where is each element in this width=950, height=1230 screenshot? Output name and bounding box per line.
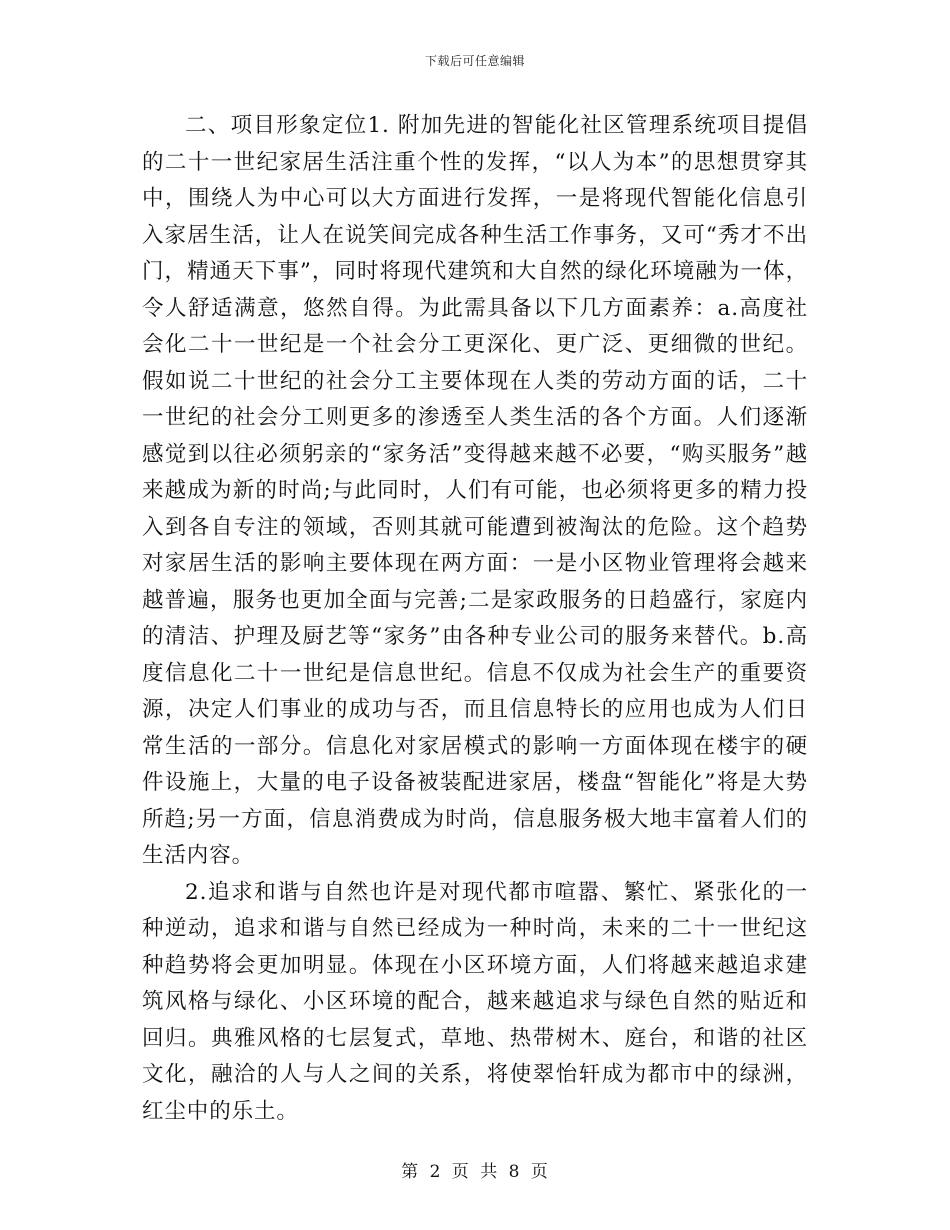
document-body bbox=[142, 108, 808, 1130]
page-number: 第 2 页 共 8 页 bbox=[401, 1162, 549, 1182]
paragraph-1: 二、项目形象定位1. 附加先进的智能化社区管理系统项目提倡的二十一世纪家居生活注重个性的发挥，“以人为本”的思想贯穿其中，围绕人为中心可以大方面进行发挥，一是将现代智能化信息引入家居生活，让人在说笑间完成各种生活工作事务，又可“秀才不出门，精通天下事”，同时将现代建筑和大自然的绿化环境融为一体，令人舒适满意，悠然自得。为此需具备以下几方面素养：a.高度社会化二十一世纪是一个社会分工更深化、更广泛、更细微的世纪。假如说二十世纪的社会分工主要体现在人类的劳动方面的话，二十一世纪的社会分工则更多的渗透至人类生活的各个方面。人们逐渐感觉到以往必须躬亲的“家务活”变得越来越不必要，“购买服务”越来越成为新的时尚;与此同时，人们有可能，也必须将更多的精力投入到各自专注的领域，否则其就可能遭到被淘汰的危险。这个趋势对家居生活的影响主要体现在两方面：一是小区物业管理将会越来越普遍，服务也更加全面与完善;二是家政服务的日趋盛行，家庭内的清洁、护理及厨艺等“家务”由各种专业公司的服务来替代。b.高度信息化二十一世纪是信息世纪。信息不仅成为社会生产的重要资源，决定人们事业的成功与否，而且信息特长的应用也成为人们日常生活的一部分。信息化对家居模式的影响一方面体现在楼宇的硬件设施上，大量的电子设备被装配进家居，楼盘“智能化”将是大势所趋;另一方面，信息消费成为时尚，信息服务极大地丰富着人们的生活内容。 bbox=[142, 113, 808, 868]
paragraph-2: 2.追求和谐与自然也许是对现代都市喧嚣、繁忙、紧张化的一种逆动，追求和谐与自然已经成为一种时尚，未来的二十一世纪这种趋势将会更加明显。体现在小区环境方面，人们将越来越追求建筑风格与绿化、小区环境的配合，越来越追求与绿色自然的贴近和回归。典雅风格的七层复式，草地、热带树木、庭台，和谐的社区文化，融洽的人与人之间的关系，将使翠怡轩成为都市中的绿洲，红尘中的乐土。 bbox=[142, 879, 808, 1124]
page-header: 下载后可任意编辑 bbox=[424, 54, 525, 68]
